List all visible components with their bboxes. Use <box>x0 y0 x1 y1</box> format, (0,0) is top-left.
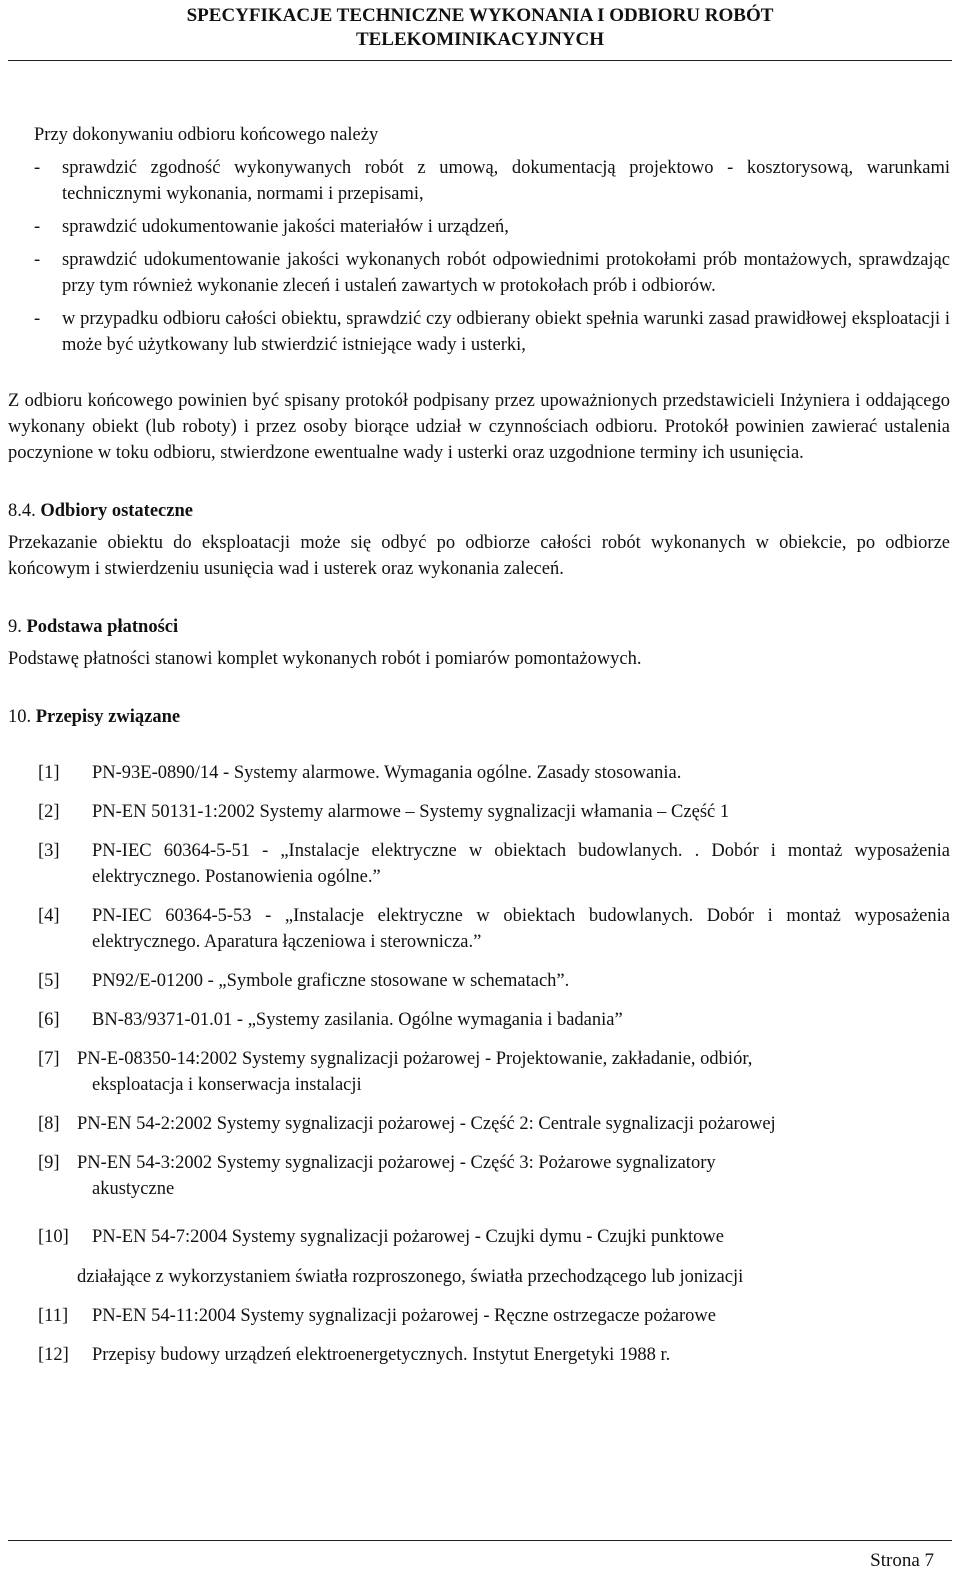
reference-text: PN-EN 54-7:2004 Systemy sygnalizacji pożarowej - Czujki dymu - Czujki punktowe <box>92 1227 724 1247</box>
reference-item <box>8 968 950 994</box>
reference-item <box>8 903 950 955</box>
reference-text: PN-E-08350-14:2002 Systemy sygnalizacji pożarowej - Projektowanie, zakładanie, odbiór, <box>77 1049 753 1069</box>
reference-item <box>8 1150 950 1202</box>
section-title: Przepisy związane <box>35 707 181 727</box>
reference-item <box>8 1342 950 1368</box>
reference-text-continuation: akustyczne <box>92 1179 175 1199</box>
page-header <box>0 4 960 52</box>
bullet-dash: - <box>34 309 41 329</box>
section-title: Podstawa płatności <box>26 617 179 637</box>
section-title: Odbiory ostateczne <box>40 501 193 521</box>
reference-number: [1] <box>38 763 60 783</box>
section-heading-9 <box>8 614 950 640</box>
footer-divider <box>8 1540 952 1541</box>
document-body <box>8 122 950 1368</box>
reference-text: Przepisy budowy urządzeń elektroenergetycznych. Instytut Energetyki 1988 r. <box>92 1345 671 1365</box>
reference-item <box>8 838 950 890</box>
reference-number: [8] <box>38 1114 60 1134</box>
section-body-8-4: Przekazanie obiektu do eksploatacji może się odbyć po odbiorze całości robót wykonanych w obiekcie, po odbiorze końcowym i stwierdzeniu usunięcia wad i usterek oraz wykonania zaleceń. <box>8 533 950 579</box>
reference-number: [11] <box>38 1306 69 1326</box>
reference-number: [12] <box>38 1345 69 1365</box>
reference-text: BN-83/9371-01.01 - „Systemy zasilania. Ogólne wymagania i badania” <box>92 1010 623 1030</box>
references-list <box>8 760 950 1368</box>
section-heading-10 <box>8 704 950 730</box>
reference-text-block <box>77 1150 950 1202</box>
header-title-line-1: SPECYFIKACJE TECHNICZNE WYKONANIA I ODBIORU ROBÓT <box>186 5 774 26</box>
section-number: 10. <box>8 707 32 727</box>
page-number: Strona 7 <box>870 1550 934 1571</box>
reference-text: PN-IEC 60364-5-51 - „Instalacje elektryczne w obiektach budowlanych. . Dobór i montaż wyposażenia elektrycznego. Postanowienia ogólne.” <box>92 841 950 887</box>
reference-item <box>8 1303 950 1329</box>
reference-text: PN-93E-0890/14 - Systemy alarmowe. Wymagania ogólne. Zasady stosowania. <box>92 763 682 783</box>
reference-number: [3] <box>38 841 60 861</box>
reference-item <box>8 799 950 825</box>
reference-item <box>8 1224 950 1250</box>
reference-number: [7] <box>38 1049 60 1069</box>
section-number: 8.4. <box>8 501 36 521</box>
reference-number: [2] <box>38 802 60 822</box>
reference-item <box>8 1264 950 1290</box>
bullet-text: sprawdzić udokumentowanie jakości materiałów i urządzeń, <box>62 217 509 237</box>
bullet-text: sprawdzić udokumentowanie jakości wykonanych robót odpowiednimi protokołami prób montażowych, sprawdzając przy tym również wykonanie zleceń i ustaleń zawartych w protokołach prób i odbiorów. <box>62 250 950 296</box>
intro-line: Przy dokonywaniu odbioru końcowego należy <box>34 125 379 145</box>
reference-number: [6] <box>38 1010 60 1030</box>
section-body-9: Podstawę płatności stanowi komplet wykonanych robót i pomiarów pomontażowych. <box>8 649 642 669</box>
reference-number: [10] <box>38 1227 69 1247</box>
reference-number <box>38 1264 77 1290</box>
reference-item <box>8 1111 950 1137</box>
header-divider <box>8 60 952 61</box>
bullet-dash: - <box>34 158 41 178</box>
reference-text: PN-EN 50131-1:2002 Systemy alarmowe – Systemy sygnalizacji włamania – Część 1 <box>92 802 730 822</box>
reference-number: [9] <box>38 1153 60 1173</box>
protocol-paragraph: Z odbioru końcowego powinien być spisany protokół podpisany przez upoważnionych przedstawicieli Inżyniera i oddającego wykonany obiekt (lub roboty) i przez osoby biorące udział w czynnościach odbioru. Protokół powinien zawierać ustalenia poczynione w toku odbioru, stwierdzone ewentualne wady i usterki oraz uzgodnione terminy ich usunięcia. <box>8 391 950 463</box>
bullet-item <box>8 247 950 299</box>
reference-text: PN-IEC 60364-5-53 - „Instalacje elektryczne w obiektach budowlanych. Dobór i montaż wyposażenia elektrycznego. Aparatura łączeniowa i sterownicza.” <box>92 906 950 952</box>
reference-text-block <box>77 1046 950 1098</box>
reference-text: PN-EN 54-3:2002 Systemy sygnalizacji pożarowej - Część 3: Pożarowe sygnalizatory <box>77 1153 716 1173</box>
reference-item <box>8 1046 950 1098</box>
bullet-item <box>8 306 950 358</box>
reference-text: PN-EN 54-2:2002 Systemy sygnalizacji pożarowej - Część 2: Centrale sygnalizacji pożarowej <box>77 1114 776 1134</box>
reference-text: PN-EN 54-11:2004 Systemy sygnalizacji pożarowej - Ręczne ostrzegacze pożarowe <box>92 1306 716 1326</box>
bullet-text: w przypadku odbioru całości obiektu, sprawdzić czy odbierany obiekt spełnia warunki zasad prawidłowej eksploatacji i może być użytkowany lub stwierdzić istniejące wady i usterki, <box>62 309 950 355</box>
reference-number: [4] <box>38 906 60 926</box>
reference-item <box>8 760 950 786</box>
bullet-item <box>8 214 950 240</box>
bullet-item <box>8 155 950 207</box>
reference-text: działające z wykorzystaniem światła rozproszonego, światła przechodzącego lub jonizacji <box>77 1267 744 1287</box>
bullet-dash: - <box>34 250 41 270</box>
section-number: 9. <box>8 617 22 637</box>
reference-text-continuation: eksploatacja i konserwacja instalacji <box>92 1075 362 1095</box>
reference-number: [5] <box>38 971 60 991</box>
section-heading-8-4 <box>8 498 950 524</box>
reference-item <box>8 1007 950 1033</box>
bullet-dash: - <box>34 217 41 237</box>
header-title-line-2: TELEKOMINIKACYJNYCH <box>355 29 605 50</box>
reference-text: PN92/E-01200 - „Symbole graficzne stosowane w schematach”. <box>92 971 570 991</box>
bullet-text: sprawdzić zgodność wykonywanych robót z umową, dokumentacją projektowo - kosztorysową, warunkami technicznymi wykonania, normami i przepisami, <box>62 158 950 204</box>
